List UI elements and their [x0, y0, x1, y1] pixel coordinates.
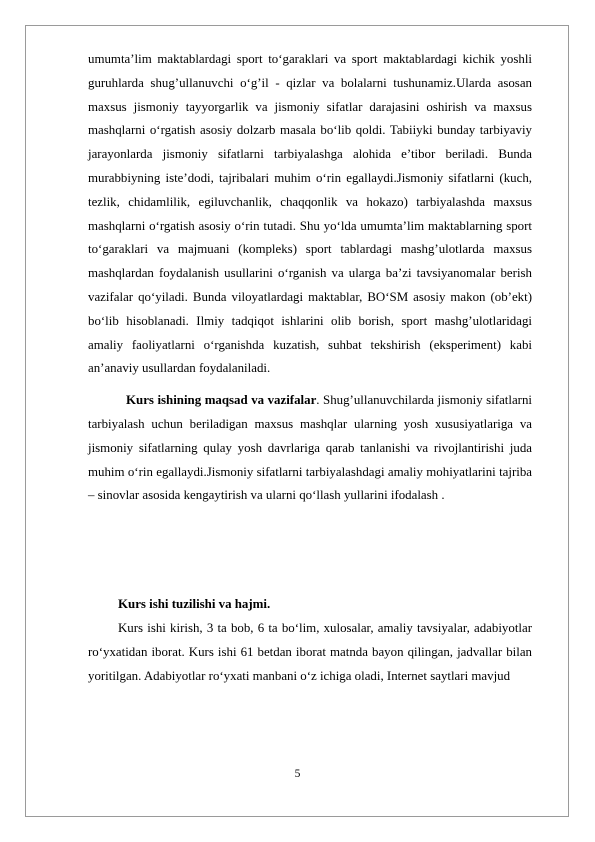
- goals-text: . Shug’ullanuvchilarda jismoniy sifatlarni tarbiyalash uchun beriladigan maxsus mashqlar ularning yosh xususiyatlariga va jismoniy sifatlarning qulay yosh davrlariga qarab tanlanishi va rivojlantirishi juda muhim o‘rin egallaydi.Jismoniy sifatlarni tarbiyalashdagi amaliy mohiyatlarini tajriba – sinovlar asosida kengaytirish va ularni qo‘llash yullarini ifodalash .: [88, 393, 532, 503]
- section-heading: Kurs ishi tuzilishi va hajmi.: [118, 597, 271, 611]
- body-text-lower: [88, 617, 532, 688]
- paragraph-goals: [88, 389, 532, 508]
- paragraph-intro: umumta’lim maktablardagi sport to‘garaklari va sport maktablardagi kichik yoshli guruhlarda shug’ullanuvchi o‘g’il - qizlar va bolalarni tushunamiz.Ularda asosan maxsus jismoniy tayyorgarlik va jismoniy sifatlar darajasini oshirish va maxsus mashqlarni o‘rgatish asosiy dolzarb masala bo‘lib qoldi. Tabiiyki bunday tarbiyaviy jarayonlarda jismoniy sifatlarni tarbiyalashga alohida e’tibor beriladi. Bunda murabbiyning iste’dodi, tajribalari muhim o‘rin egallaydi.Jismoniy sifatlarni (kuch, tezlik, chidamlilik, egiluvchanlik, chaqqonlik va hokazo) tarbiyalashda maxsus mashqlarni o‘rgatish asosiy o‘rin tutadi. Shu yo‘lda umumta’lim maktablarning sport to‘garaklari va majmuani (kompleks) sport tablardagi mashg’ulotlarda maxsus mashqlardan foydalanish usullarini o‘rganish va ularga ba’zi tavsiyanomalar berish vazifalar qo‘yiladi. Bunda viloyatlardagi maktablar, BO‘SM asosiy makon (ob’ekt) bo‘lib hisoblanadi. Ilmiy tadqiqot ishlarini olib borish, sport mashg’ulotlaridagi amaliy faoliyatlarni o‘rganishda kuzatish, suhbat tekshirish (eksperiment) kabi an’anaviy usullardan foydalaniladi.: [88, 52, 532, 376]
- paragraph-structure: Kurs ishi kirish, 3 ta bob, 6 ta bo‘lim, xulosalar, amaliy tavsiyalar, adabiyotlar ro‘yxatidan iborat. Kurs ishi 61 betdan iborat matnda bayon qilingan, jadvallar bilan yoritilgan. Adabiyotlar ro‘yxati manbani o‘z ichiga oladi, Internet saytlari mavjud: [88, 621, 532, 683]
- goals-heading: Kurs ishining maqsad va vazifalar: [126, 393, 317, 408]
- page-number: 5: [294, 768, 301, 780]
- body-text-upper: [88, 48, 532, 508]
